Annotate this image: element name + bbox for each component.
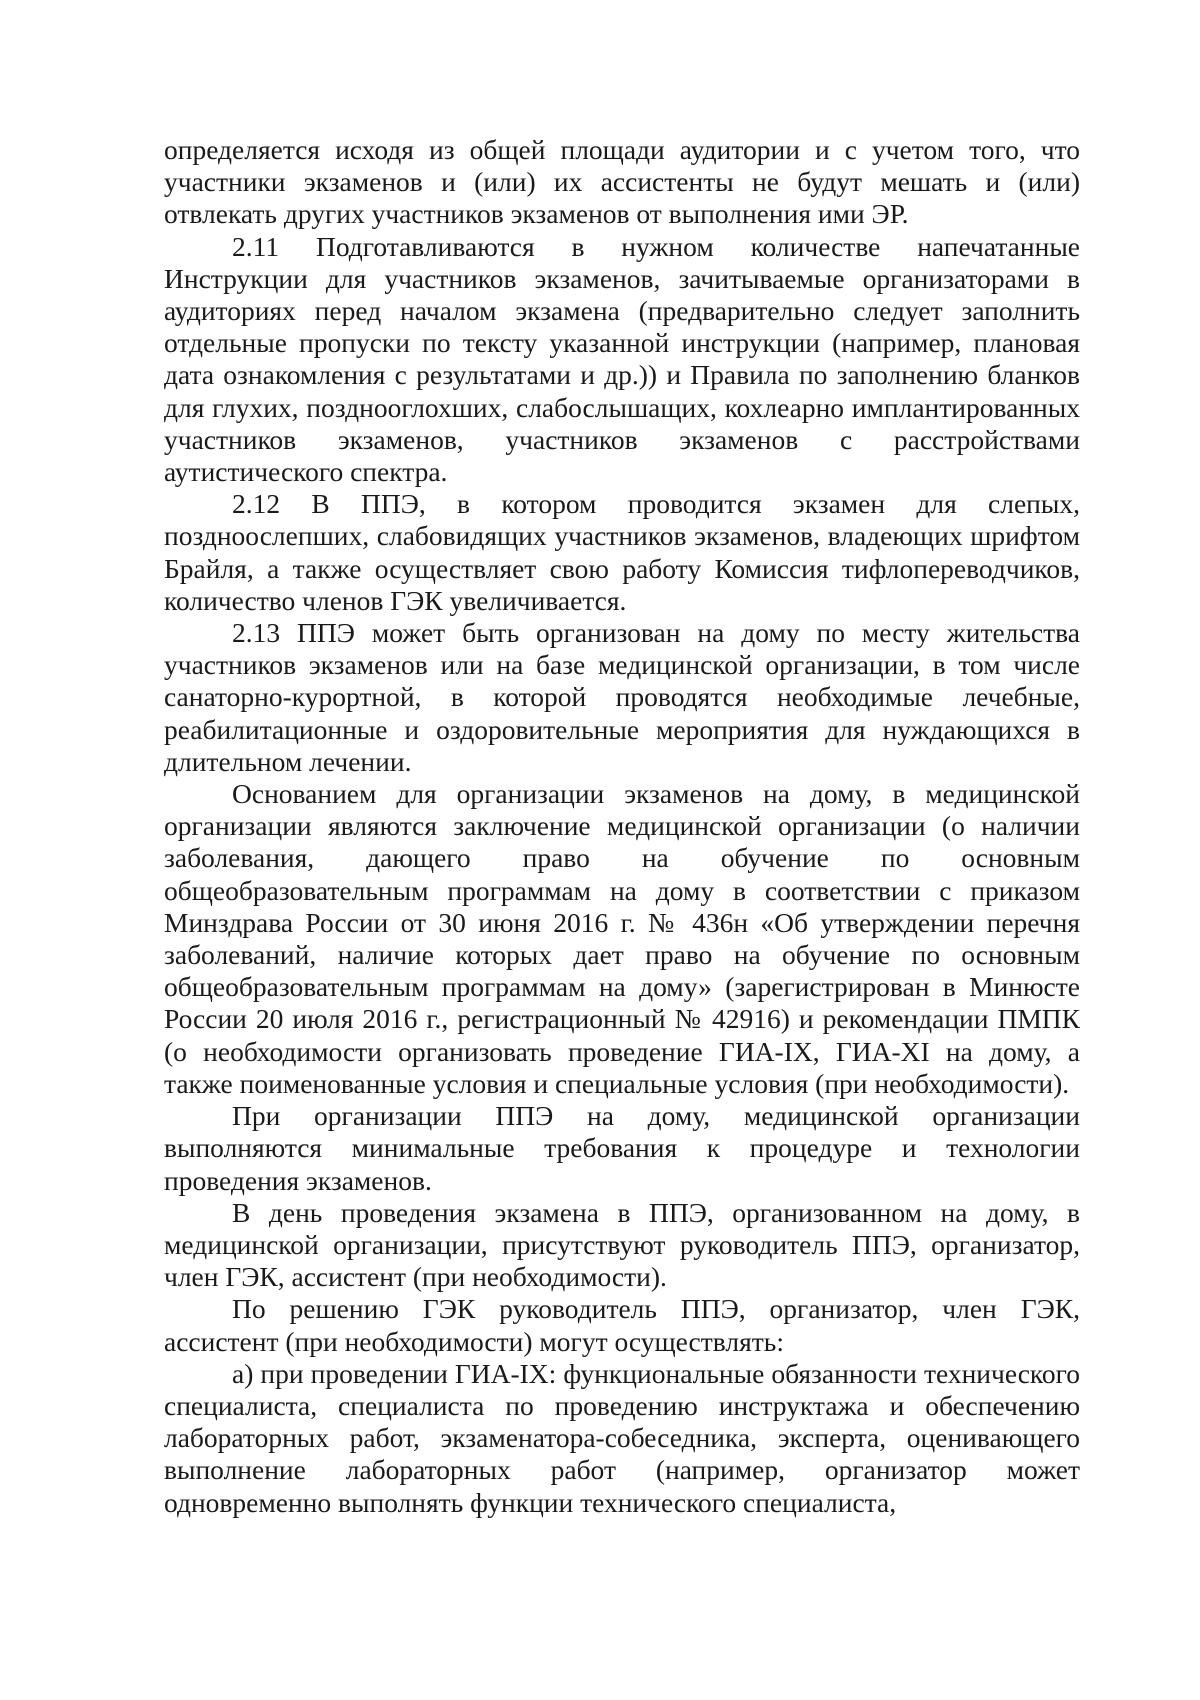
paragraph-item-a: а) при проведении ГИА-IX: функциональные обязанности технического специалиста, специалиста по проведению инструктажа и обеспечению лабораторных работ, экзаменатора-собеседника, эксперта, оценивающего выполнение лабораторных работ (например, организатор может одновременно выполнять функции технического специалиста,	[164, 1357, 1080, 1518]
paragraph-grounds: Основанием для организации экзаменов на дому, в медицинской организации являются заключение медицинской организации (о наличии заболевания, дающего право на обучение по основным общеобразовательным программам на дому в соответствии с приказом Минздрава России от 30 июня 2016 г. № 436н «Об утверждении перечня заболеваний, наличие которых дает право на обучение по основным общеобразовательным программам на дому» (зарегистрирован в Минюсте России 20 июля 2016 г., регистрационный № 42916) и рекомендации ПМПК (о необходимости организовать проведение ГИА-IX, ГИА-XI на дому, а также поименованные условия и специальные условия (при необходимости).	[164, 778, 1080, 1099]
paragraph-2-12: 2.12 В ППЭ, в котором проводится экзамен для слепых, поздноослепших, слабовидящих участников экзаменов, владеющих шрифтом Брайля, а также осуществляет свою работу Комиссия тифлопереводчиков, количество членов ГЭК увеличивается.	[164, 488, 1080, 616]
paragraph-2-11: 2.11 Подготавливаются в нужном количестве напечатанные Инструкции для участников экзаменов, зачитываемые организаторами в аудиториях перед началом экзамена (предварительно следует заполнить отдельные пропуски по тексту указанной инструкции (например, плановая дата ознакомления с результатами и др.)) и Правила по заполнению бланков для глухих, позднооглохших, слабослышащих, кохлеарно имплантированных участников экзаменов, участников экзаменов с расстройствами аутистического спектра.	[164, 230, 1080, 488]
paragraph-exam-day: В день проведения экзамена в ППЭ, организованном на дому, в медицинской организации, присутствуют руководитель ППЭ, организатор, член ГЭК, ассистент (при необходимости).	[164, 1196, 1080, 1293]
paragraph-continuation: определяется исходя из общей площади аудитории и с учетом того, что участники экзаменов и (или) их ассистенты не будут мешать и (или) отвлекать других участников экзаменов от выполнения ими ЭР.	[164, 134, 1080, 230]
paragraph-2-13: 2.13 ППЭ может быть организован на дому по месту жительства участников экзаменов или на базе медицинской организации, в том числе санаторно-курортной, в которой проводятся необходимые лечебные, реабилитационные и оздоровительные мероприятия для нуждающихся в длительном лечении.	[164, 617, 1080, 777]
document-page	[164, 134, 1080, 1519]
paragraph-gek-decision: По решению ГЭК руководитель ППЭ, организатор, член ГЭК, ассистент (при необходимости) могут осуществлять:	[164, 1293, 1080, 1357]
paragraph-minimal-requirements: При организации ППЭ на дому, медицинской организации выполняются минимальные требования к процедуре и технологии проведения экзаменов.	[164, 1100, 1080, 1196]
